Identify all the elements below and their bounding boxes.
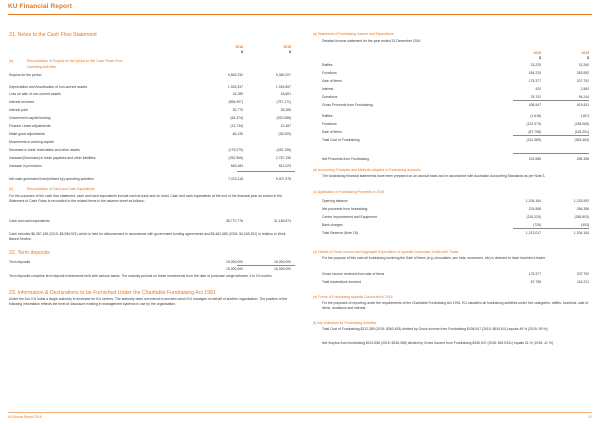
table-cell-2015: 207,792: [576, 272, 589, 276]
subsection-b-title: Reconciliation of Cash and Cash Equivalents: [27, 187, 95, 191]
gross-income-2016: 436,947: [528, 103, 541, 107]
table-row-label: Make good adjustments: [9, 132, 45, 136]
col-2015-header: 2015: [581, 51, 589, 55]
header-rule: [8, 14, 592, 15]
table-row-label: Functions: [322, 71, 337, 75]
section-f-paragraph-2: Net Surplus from fundraising $224,558 (2015: $256,358) divided by Gross Income from Fundraising $436,947 (2015: $619,811) equals 51 % (2015: 41 %): [322, 341, 554, 345]
cash-includes-paragraph: Cash includes $6,387,189 (2015: $6,056,921) which is held for disbursement in accordance with government funding agreements and $5,462,685 (2015: $4,045,251) in relation to Work Based Service.: [9, 232, 286, 241]
table-cell-2016: 1,204,164: [525, 199, 541, 203]
table-cell-2016: 76,702: [530, 95, 541, 99]
table-row-label: Gross income received from sale of items: [322, 272, 385, 276]
table-cell-2015: 2,563: [580, 87, 589, 91]
table-row-label: Functions: [322, 122, 337, 126]
term-deposits-2015: 16,000,000: [274, 260, 291, 264]
term-deposits-label: Term deposits: [9, 260, 31, 264]
term-deposits-total-2016: 15,000,000: [226, 267, 243, 271]
net-cash-2016: 7,023,118: [228, 177, 243, 181]
table-cell-2015: 1,915,857: [275, 85, 291, 89]
section-a-subtitle: Detailed income statement for the year ended 31 December 2016: [322, 39, 421, 43]
table-cell-2015: (187): [581, 114, 589, 118]
table-cell-2015: 12,487: [280, 124, 291, 128]
table-cell-2016: (13,734): [230, 124, 243, 128]
section-b-paragraph: The fundraising financial statements have been prepared on an accrual basis and in accordance with Australian Accounting Standards as per Note 3.: [322, 174, 546, 178]
table-cell-2016: (725): [533, 223, 541, 227]
note-22-title: 22. Term deposits: [9, 250, 50, 256]
net-cash-label: Net cash generated from/(utilised by) operating activities: [9, 177, 94, 181]
table-row-label: Government capital funding: [9, 116, 51, 120]
net-proceeds-2016: 224,558: [528, 157, 541, 161]
table-cell-2016: 30,770: [232, 108, 243, 112]
table-cell-2016: 175,377: [528, 272, 541, 276]
col-unit-2016: $: [241, 50, 243, 54]
note-21-title: 21. Notes to the Cash Flow Statement: [9, 32, 97, 38]
table-cell-2015: 283,952: [576, 71, 589, 75]
table-cell-2016: (1,618): [530, 114, 541, 118]
table-cell-2015: 31,260: [578, 63, 589, 67]
table-row-label: Surplus for the period: [9, 73, 42, 77]
note-23-title: 23. Information & Declarations to be Furnished Under the Charitable Fundraising Act 1991: [9, 290, 216, 296]
table-row-label: Interest: [322, 87, 334, 91]
table-row-label: Interest received: [9, 100, 35, 104]
table-cell-2015: (520,088): [276, 116, 291, 120]
subsection-a-title: Reconciliation of Surplus for the period to Net Cash Flows From: [27, 59, 123, 63]
term-deposits-paragraph: Term deposits comprise term deposit investments held with various banks. The maturity periods on these investments from the date of purchase range between 3 to 10 months.: [9, 274, 273, 278]
table-row-label: Decrease in trade receivables and other assets: [9, 148, 80, 152]
cash-row-2015: 31,169,874: [274, 219, 291, 223]
table-cell-2016: 24,289: [232, 92, 243, 96]
table-row-label: Raffles: [322, 63, 333, 67]
table-cell-2016: (87,798): [528, 130, 541, 134]
table-cell-2015: (35,000): [278, 132, 291, 136]
table-cell-2016: 224,558: [528, 207, 541, 211]
table-cell-2015: (115,201): [574, 130, 589, 134]
table-cell-2015: 2,757,196: [275, 156, 291, 160]
table-cell-2016: 87,798: [530, 280, 541, 284]
table-cell-2015: 812,023: [278, 164, 291, 168]
table-cell-2016: 849,483: [230, 164, 243, 168]
table-cell-2015: 94,244: [578, 95, 589, 99]
table-cell-2016: (65,374): [230, 116, 243, 120]
col-unit-2015: $: [587, 56, 589, 60]
cash-row-label: Cash and cash equivalents: [9, 219, 50, 223]
reserve-rule: [513, 228, 589, 229]
table-cell-2016: 66,135: [232, 132, 243, 136]
cash-row-2016: 38,770,776: [226, 219, 243, 223]
footer-rule: [8, 412, 592, 413]
table-cell-2015: (403): [581, 223, 589, 227]
table-cell-2015: 5,360,207: [275, 73, 291, 77]
col-2016-header: 2016: [533, 51, 541, 55]
footer-report-name: KU Annual Report 2016: [8, 415, 42, 419]
net-proceeds-2015: 256,358: [576, 157, 589, 161]
table-cell-2016: 1,933,337: [227, 85, 243, 89]
term-deposits-2016: 15,000,000: [226, 260, 243, 264]
section-d-title: (d) Details of Gross Income and Aggregate Expenditure of Appeals Conducted Jointly with Trader: [313, 250, 459, 254]
col-unit-2016: $: [539, 56, 541, 60]
subsection-b-label: (b): [9, 187, 14, 191]
total-reserve-2015: 1,204,164: [573, 231, 589, 235]
total-cost-label: Total Cost of Fundraising: [322, 138, 360, 142]
section-a-title: (a) Statement of Fundraising Income and Expenditure: [313, 32, 394, 36]
col-2015-header: 2015: [283, 45, 291, 49]
section-c-title: (c) Application of Fundraising Proceeds in 2016: [313, 190, 385, 194]
net-cash-2015: 9,407,975: [275, 177, 291, 181]
subsection-a-label: (a): [9, 59, 14, 63]
table-row-label: Depreciation and Amortisation of non-current assets: [9, 85, 88, 89]
table-cell-2015: 1,233,992: [573, 199, 589, 203]
gross-income-label: Gross Proceeds from Fundraising: [322, 103, 373, 107]
table-cell-2015: (757,171): [276, 100, 291, 104]
table-cell-2016: 175,377: [528, 79, 541, 83]
cost-rule: [513, 135, 589, 136]
table-cell-2015: (248,065): [574, 122, 589, 126]
section-d-paragraph: For the purpose of this note all fundraising involving the Sale of Items (e.g. chocolates, sun hats, sunscreen, etc) is deemed to have involved a trader.: [322, 256, 546, 260]
table-row-label: Donations: [322, 95, 338, 99]
col-2016-header: 2016: [235, 45, 243, 49]
report-header-title: KU Financial Report: [8, 3, 73, 10]
table-row-label: Increase in provisions: [9, 164, 42, 168]
cash-equivalents-paragraph: For the purposes of the cash flow statement, cash and cash equivalents include cash at bank and on hand. Cash and cash equivalents at the end of the financial year as shown in the Statement of Cash Flows is reconciled to the related items in the balance sheet as follows:: [9, 194, 282, 203]
table-row-label: Centre Improvement and Equipment: [322, 215, 377, 219]
table-row-label: Bank charges: [322, 223, 343, 227]
section-e-title: (e) Forms of Fundraising Appeals Conducted in 2016: [313, 295, 393, 299]
total-reserve-2016: 1,213,017: [525, 231, 541, 235]
table-cell-2015: (182,196): [276, 148, 291, 152]
total-cost-2015: (363,453): [574, 138, 589, 142]
table-cell-2016: 5,563,232: [227, 73, 243, 77]
table-row-label: Sale of Items: [322, 130, 342, 134]
table-row-label: Raffles: [322, 114, 333, 118]
table-cell-2015: (285,803): [574, 215, 589, 219]
table-cell-2016: (252,966): [228, 156, 243, 160]
table-row-label: Sale of Items: [322, 79, 342, 83]
page-number: 41: [588, 415, 592, 419]
table-row-label: Interest paid: [9, 108, 28, 112]
table-cell-2015: 25,265: [280, 108, 291, 112]
table-cell-2016: (122,973): [526, 122, 541, 126]
section-e-paragraph: For the purposes of reporting under the requirements of the Charitable Fundraising Act 1991, KU classifies all fundraising activities under five categories; raffles, functions, sale of items, donations and interest.: [322, 301, 589, 310]
table-cell-2016: (179,070): [228, 148, 243, 152]
net-proceeds-label: Net Proceeds from Fundraising: [322, 157, 369, 161]
total-reserve-label: Total Reserve (Note 15): [322, 231, 358, 235]
table-row-label: Opening balance: [322, 199, 348, 203]
table-cell-2015: 256,358: [576, 207, 589, 211]
table-cell-2016: 420: [535, 87, 541, 91]
table-row-label: Increase/(Decrease) in trade payables and other liabilities: [9, 156, 96, 160]
table-cell-2015: 115,221: [576, 280, 589, 284]
table-cell-2016: (896,997): [228, 100, 243, 104]
table-cell-2015: 18,801: [280, 92, 291, 96]
table-cell-2016: (215,220): [526, 215, 541, 219]
section-f-paragraph-1: Total Cost of Fundraising $212,389 (2015: $363,453) divided by Gross Income from Fundraising $436,947 (2015: $619,811) equals 49 % (2015: 59 %): [322, 327, 548, 331]
term-deposits-total-2015: 16,000,000: [274, 267, 291, 271]
section-b-title: (b) Accounting Principles and Methods adopted in Fundraising accounts: [313, 168, 421, 172]
section-f-title: (f) Key Indicators for Fundraising Activities: [313, 321, 377, 325]
table-cell-2016: 23,225: [530, 63, 541, 67]
term-deposits-rule: [237, 265, 295, 266]
net-rule: [513, 153, 589, 154]
subsection-a-title-cont: Operating Activities: [27, 65, 57, 69]
table-row-label: Finance Lease adjustments: [9, 124, 51, 128]
subtotal-rule: [237, 171, 295, 172]
income-rule: [513, 100, 589, 101]
table-cell-2016: 184,225: [528, 71, 541, 75]
table-row-label: Movements in working capital: [9, 140, 54, 144]
note-23-paragraph: Under the Act, KU holds a single authority to fundraise for KU centres. The authority does not extend to services which KU manages on behalf of another organisation. The position of the following information reflects the level of disclosure existing in management systems in use by the organisation.: [9, 297, 288, 306]
col-unit-2015: $: [289, 50, 291, 54]
table-row-label: Net proceeds from fundraising: [322, 207, 368, 211]
table-row-label: Loss on sale of non-current assets: [9, 92, 61, 96]
table-cell-2015: 207,792: [576, 79, 589, 83]
total-cost-2016: (212,389): [526, 138, 541, 142]
gross-income-2015: 619,811: [576, 103, 589, 107]
table-row-label: Total expenditure incurred: [322, 280, 362, 284]
